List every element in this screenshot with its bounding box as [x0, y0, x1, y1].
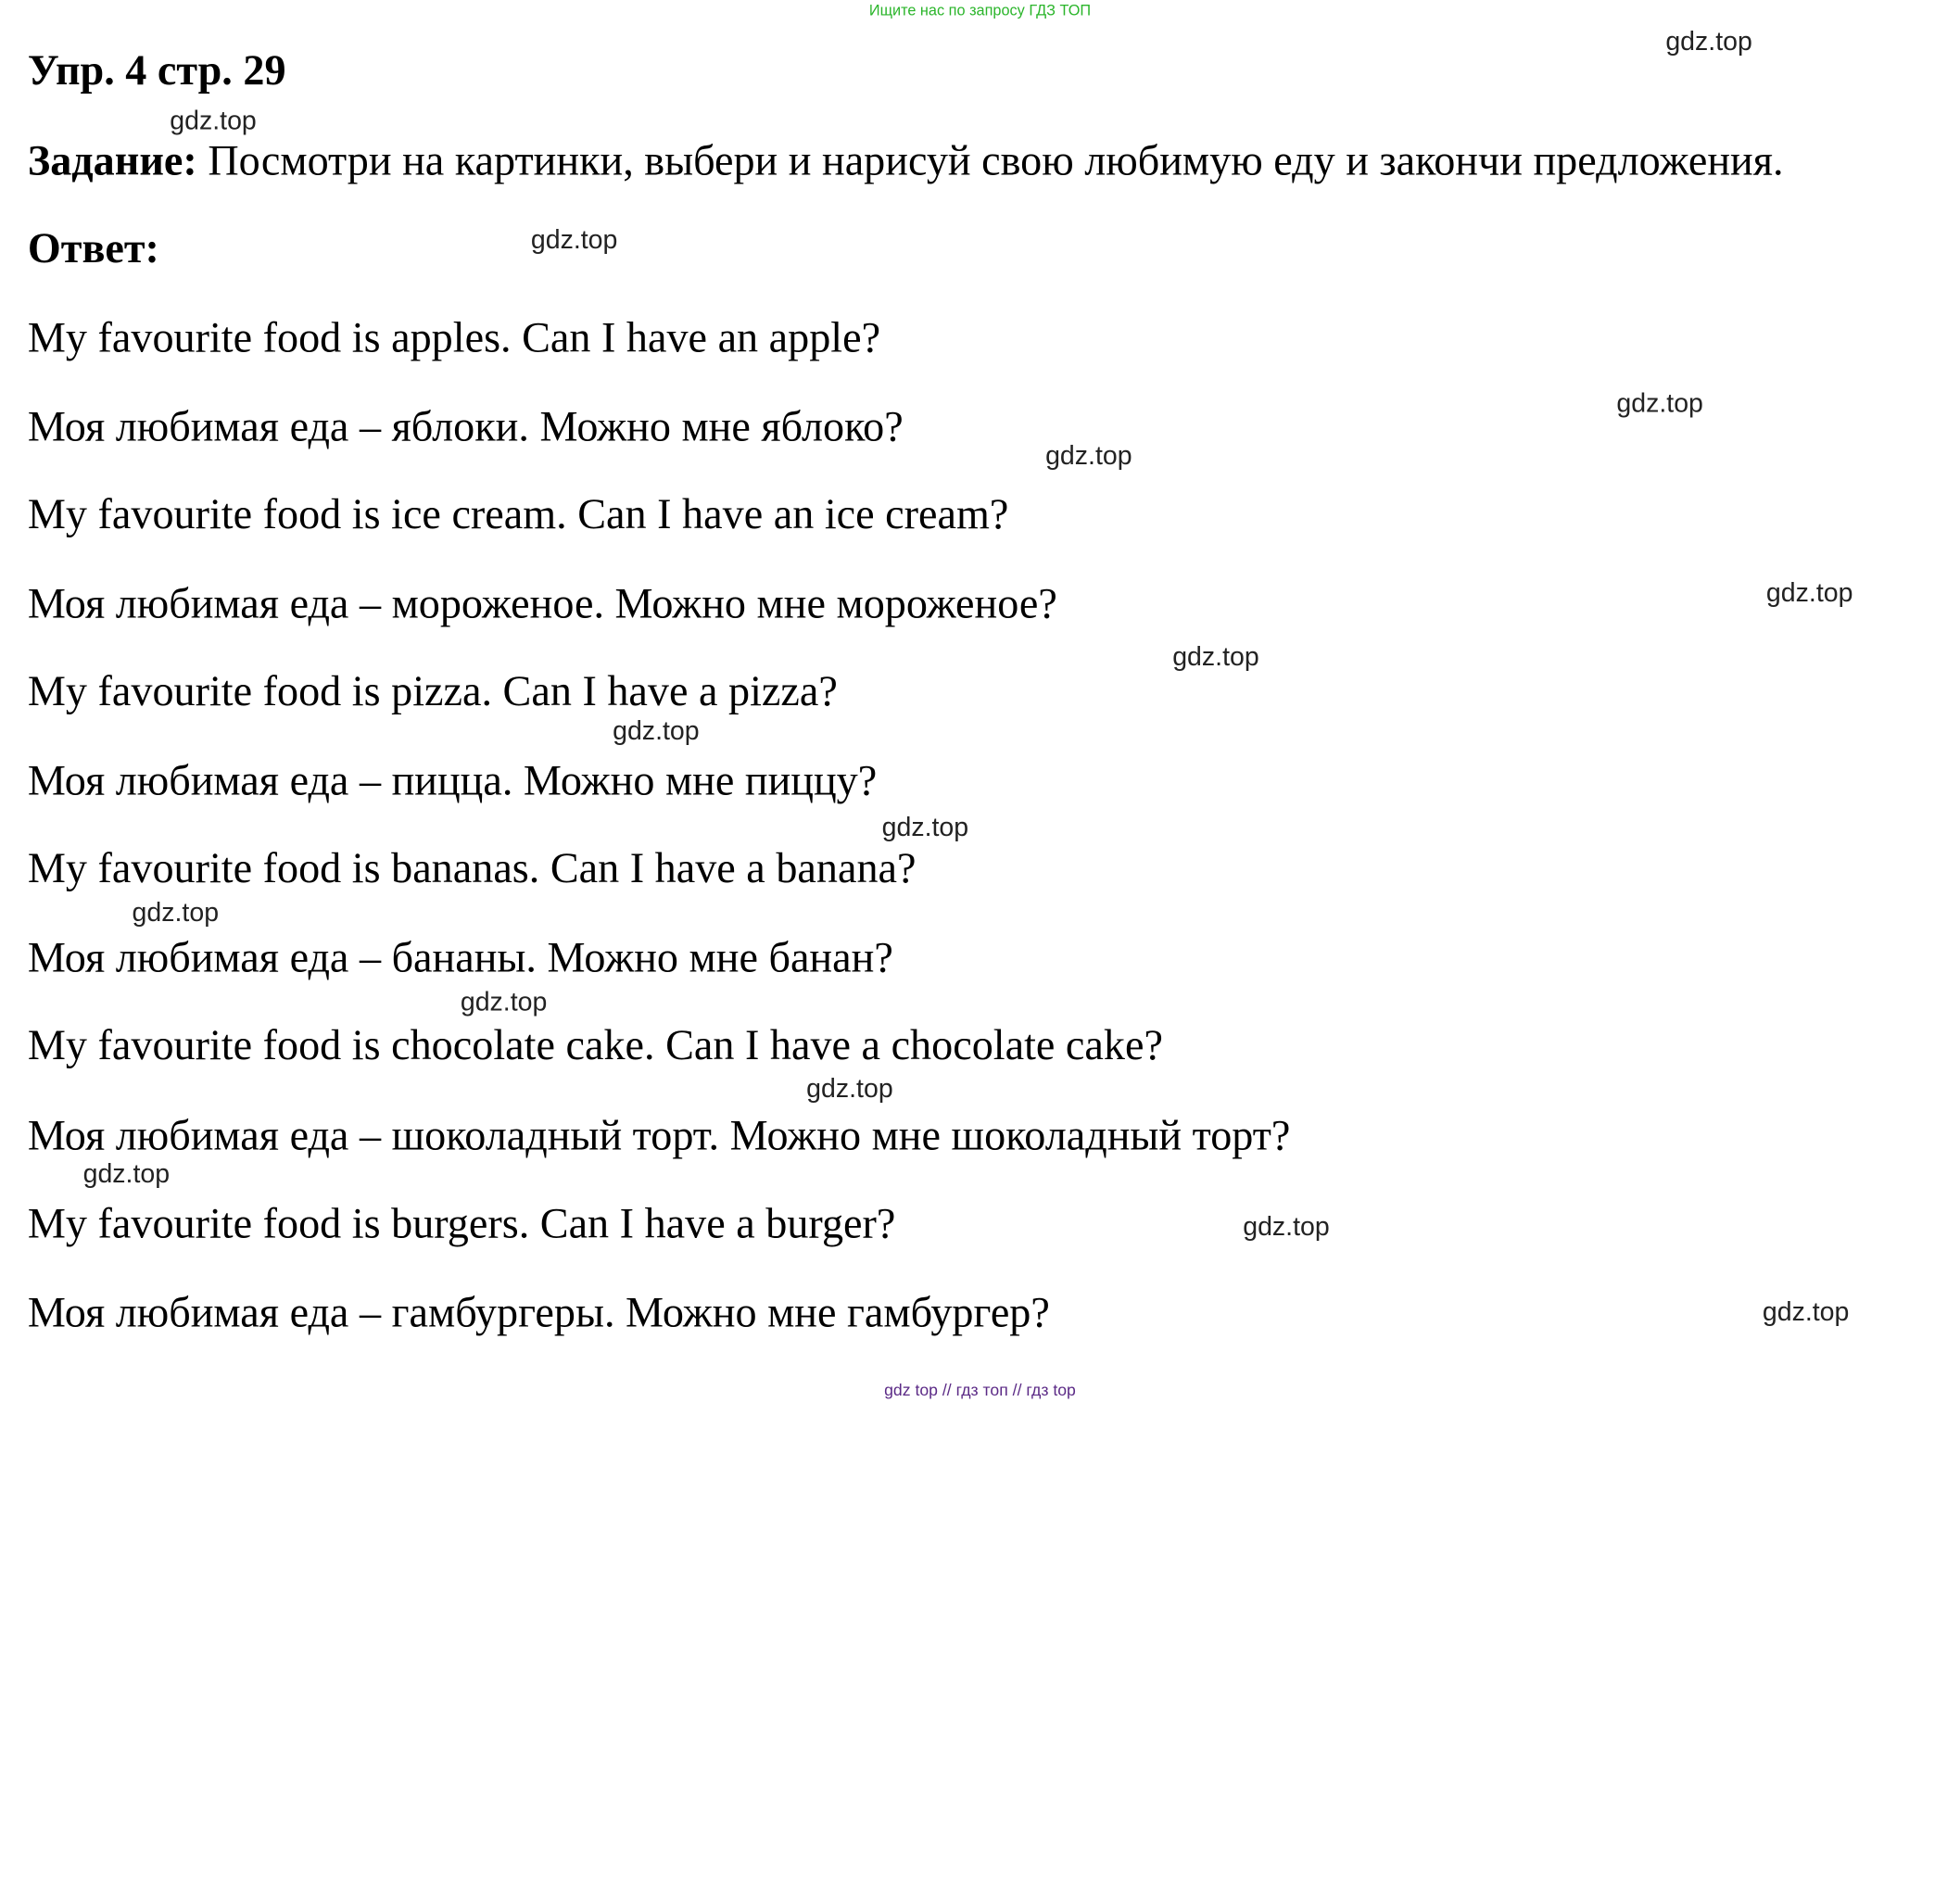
watermark: gdz.top: [530, 225, 618, 255]
watermark: gdz.top: [132, 898, 220, 928]
top-banner: Ищите нас по запросу ГДЗ ТОП: [868, 1, 1092, 19]
watermark: gdz.top: [806, 1074, 893, 1104]
footer-links: gdz top // гдз топ // гдз top: [884, 1380, 1076, 1400]
answer-line: Моя любимая еда – пицца. Можно мне пиццу?: [27, 758, 878, 805]
watermark: gdz.top: [1765, 578, 1853, 608]
exercise-title: Упр. 4 стр. 29: [27, 47, 286, 95]
watermark: gdz.top: [1665, 27, 1752, 57]
watermark: gdz.top: [613, 716, 700, 746]
watermark: gdz.top: [1762, 1297, 1850, 1327]
answer-line: Моя любимая еда – мороженое. Можно мне мороженое?: [27, 581, 1057, 628]
watermark: gdz.top: [1616, 388, 1703, 419]
answer-line: Моя любимая еда – гамбургеры. Можно мне гамбургер?: [27, 1290, 1050, 1337]
watermark: gdz.top: [1243, 1212, 1330, 1242]
answer-line: Моя любимая еда – яблоки. Можно мне яблоко?: [27, 404, 904, 451]
answer-label: Ответ:: [27, 225, 159, 272]
watermark: gdz.top: [881, 813, 969, 842]
watermark: gdz.top: [1172, 642, 1259, 672]
watermark: gdz.top: [460, 987, 548, 1017]
answer-line: Моя любимая еда – шоколадный торт. Можно мне шоколадный торт?: [27, 1113, 1291, 1160]
watermark: gdz.top: [170, 107, 257, 136]
task-paragraph: [28, 138, 1784, 185]
answer-line: My favourite food is ice cream. Can I have an ice cream?: [27, 491, 1009, 539]
watermark: gdz.top: [1045, 441, 1132, 471]
answer-line: My favourite food is bananas. Can I have a banana?: [27, 845, 917, 893]
watermark: gdz.top: [82, 1159, 171, 1189]
answer-line: Моя любимая еда – бананы. Можно мне банан?: [27, 935, 893, 982]
task-text: Посмотри на картинки, выбери и нарисуй свою любимую еду и закончи предложения.: [196, 137, 1784, 185]
answer-line: My favourite food is apples. Can I have an apple?: [27, 314, 881, 362]
task-label: Задание:: [27, 137, 197, 185]
answer-line: My favourite food is burgers. Can I have a burger?: [27, 1201, 896, 1248]
answer-line: My favourite food is chocolate cake. Can I have a chocolate cake?: [27, 1022, 1163, 1070]
answer-line: My favourite food is pizza. Can I have a pizza?: [27, 668, 838, 716]
